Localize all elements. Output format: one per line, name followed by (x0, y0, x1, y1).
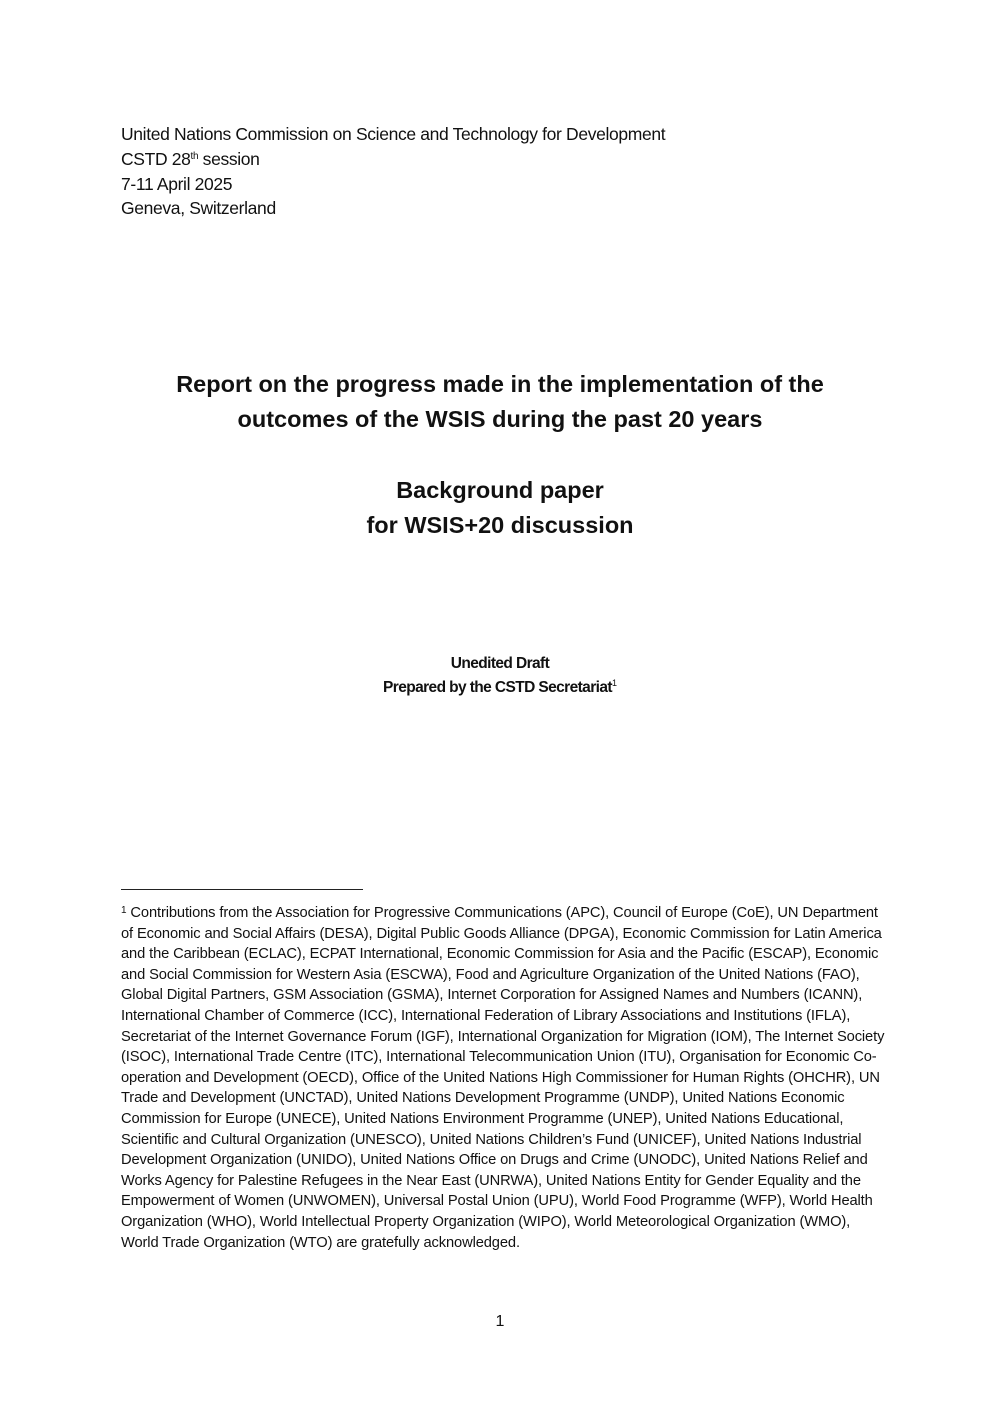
footnote-separator (121, 889, 363, 890)
document-header (121, 122, 665, 221)
prepared-by-text: Prepared by the CSTD Secretariat (383, 679, 612, 696)
session-prefix: CSTD 28 (121, 148, 191, 169)
session-location: Geneva, Switzerland (121, 198, 276, 219)
page-number: 1 (495, 1313, 505, 1330)
draft-statement (0, 652, 1000, 700)
report-subtitle (0, 473, 1000, 543)
draft-status: Unedited Draft (450, 655, 550, 672)
prepared-by (0, 676, 1000, 700)
report-subtitle-line-2: for WSIS+20 discussion (366, 512, 634, 538)
report-title-line-1: Report on the progress made in the implementation of the (176, 371, 824, 397)
commission-name: United Nations Commission on Science and Technology for Development (121, 124, 666, 144)
session-suffix: session (198, 148, 260, 169)
report-title (0, 367, 1000, 437)
session-ordinal-suffix: th (190, 150, 199, 162)
report-subtitle-line-1: Background paper (396, 477, 604, 503)
footnote-marker: 1 (121, 905, 127, 916)
footnote (121, 903, 886, 1253)
footnote-text: Contributions from the Association for Progressive Communications (APC), Council of Europe (CoE), UN Department of Economic and Social Affairs (DESA), Digital Public Goods Alliance (DPGA), Economic Commission for Latin America and the Caribbean (ECLAC), ECPAT International, Economic Commission for Asia and the Pacific (ESCAP), Economic and Social Commission for Western Asia (ESCWA), Food and Agriculture Organization of the United Nations (FAO), Global Digital Partners, GSM Association (GSMA), Internet Corporation for Assigned Names and Numbers (ICANN), International Chamber of Commerce (ICC), International Federation of Library Associations and Institutions (IFLA), Secretariat of the Internet Governance Forum (IGF), International Organization for Migration (IOM), The Internet Society (ISOC), International Trade Centre (ITC), International Telecommunication Union (ITU), Organisation for Economic Co-operation and Development (OECD), Office of the United Nations High Commissioner for Human Rights (OHCHR), UN Trade and Development (UNCTAD), United Nations Development Programme (UNDP), United Nations Economic Commission for Europe (UNECE), United Nations Environment Programme (UNEP), United Nations Educational, Scientific and Cultural Organization (UNESCO), United Nations Children’s Fund (UNICEF), United Nations Industrial Development Organization (UNIDO), United Nations Office on Drugs and Crime (UNODC), United Nations Relief and Works Agency for Palestine Refugees in the Near East (UNRWA), United Nations Entity for Gender Equality and the Empowerment of Women (UNWOMEN), Universal Postal Union (UPU), World Food Programme (WFP), World Health Organization (WHO), World Intellectual Property Organization (WIPO), World Meteorological Organization (WMO), World Trade Organization (WTO) are gratefully acknowledged. (121, 905, 885, 1251)
session-dates: 7-11 April 2025 (121, 173, 233, 194)
session-info (121, 147, 665, 172)
report-title-line-2: outcomes of the WSIS during the past 20 years (237, 406, 763, 432)
footnote-reference: 1 (611, 678, 617, 688)
